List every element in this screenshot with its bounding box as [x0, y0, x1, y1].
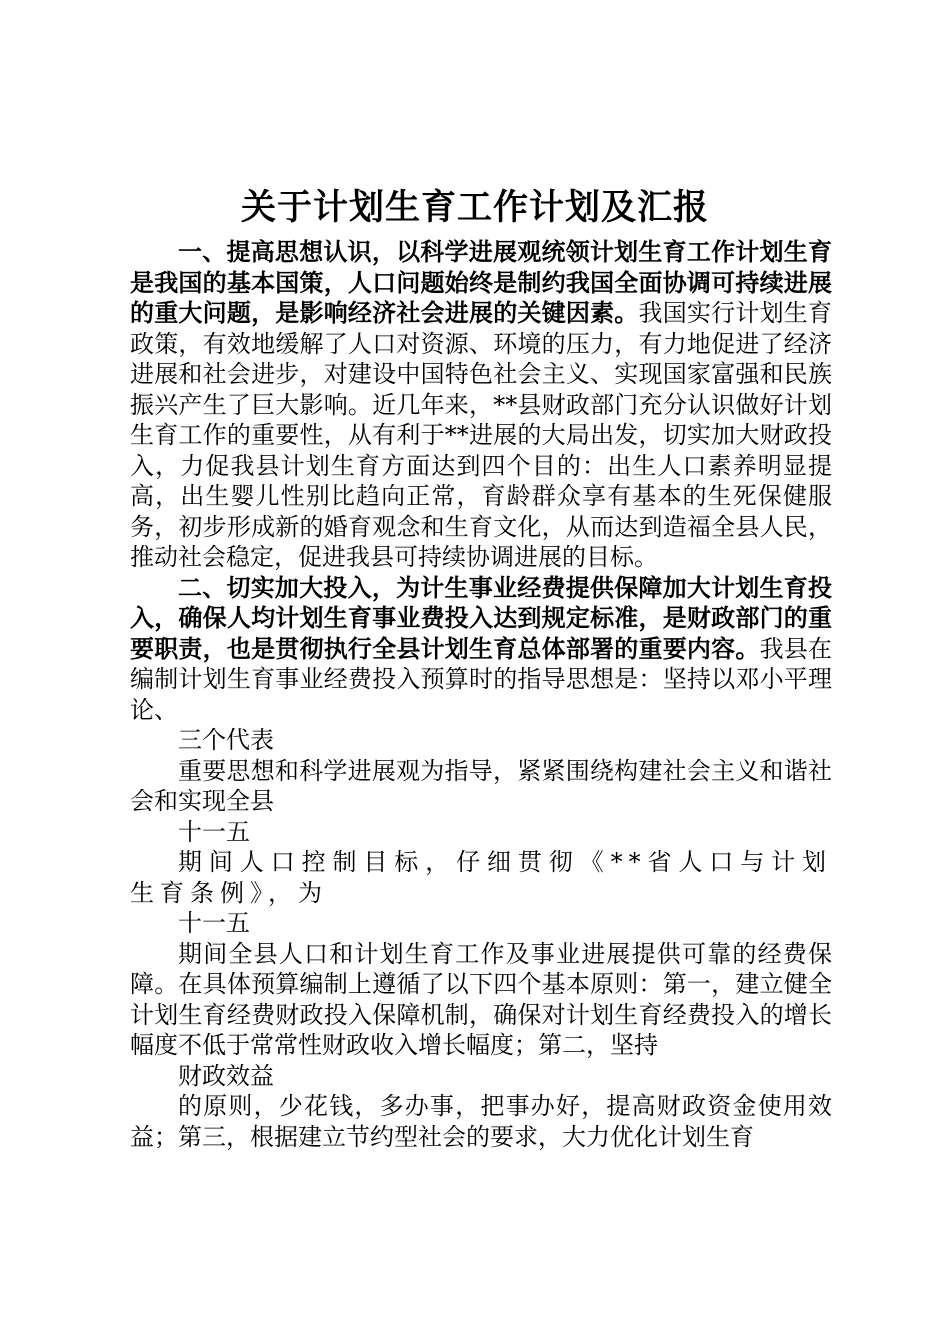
paragraph-3: 三个代表	[178, 726, 274, 754]
paragraph-5: 十一五	[178, 817, 250, 846]
paragraph-4: 重要思想和科学进展观为指导，紧紧围绕构建社会主义和谐社会和实现全县	[130, 756, 832, 815]
paragraph-2-text: 我县在编制计划生育事业经费投入预算时的指导思想是：坚持以邓小平理论、	[130, 634, 833, 724]
paragraph-8: 期间全县人口和计划生育工作及事业进展提供可靠的经费保障。在具体预算编制上遵循了以下四个基本原则：第一，建立健全计划生育经费财政投入保障机制，确保对计划生育经费投入的增长幅度不低于常常性财政收入增长幅度；第二，坚持	[130, 939, 832, 1059]
paragraph-9: 财政效益	[178, 1061, 274, 1090]
document-title: 关于计划生育工作计划及汇报	[240, 188, 709, 228]
paragraph-6: 期间人口控制目标，仔细贯彻《**省人口与计划生育条例》，为	[130, 848, 832, 907]
paragraph-2	[130, 573, 832, 726]
paragraph-1	[130, 237, 832, 573]
paragraph-7: 十一五	[178, 909, 250, 937]
paragraph-2-heading: 二、切实加大投入，为计生事业经费提供保障加大计划生育投入，确保人均计划生育事业费投入达到规定标准，是财政部门的重要职责，也是贯彻执行全县计划生育总体部署的重要内容。	[130, 573, 832, 663]
paragraph-10: 的原则，少花钱，多办事，把事办好，提高财政资金使用效益；第三，根据建立节约型社会的要求，大力优化计划生育	[130, 1092, 832, 1151]
document-body	[130, 237, 832, 1152]
paragraph-1-heading: 一、提高思想认识，以科学进展观统领计划生育工作计划生育是我国的基本国策，人口问题始终是制约我国全面协调可持续进展的重大问题，是影响经济社会进展的关键因素。	[130, 238, 832, 327]
paragraph-1-text: 我国实行计划生育政策，有效地缓解了人口对资源、环境的压力，有力地促进了经济进展和社会进步，对建设中国特色社会主义、实现国家富强和民族振兴产生了巨大影响。近几年来，**县财政部门充分认识做好计划生育工作的重要性，从有利于**进展的大局出发，切实加大财政投入，力促我县计划生育方面达到四个目的：出生人口素养明显提高，出生婴儿性别比趋向正常，育龄群众享有基本的生死保健服务，初步形成新的婚育观念和生育文化，从而达到造福全县人民，推动社会稳定，促进我县可持续协调进展的目标。	[130, 299, 832, 571]
